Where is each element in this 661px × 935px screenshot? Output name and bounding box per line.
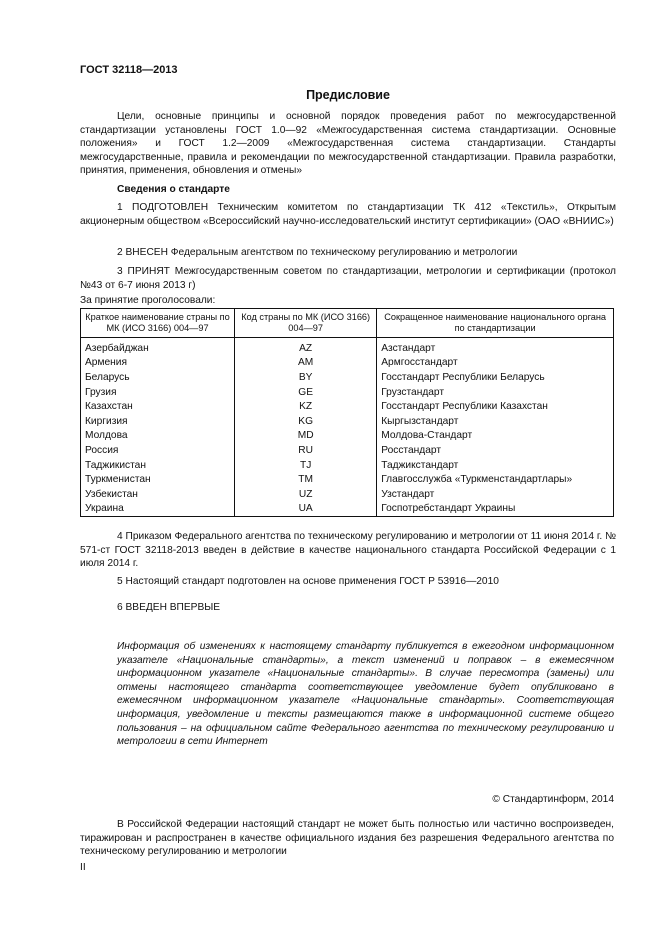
country-cell: Украина xyxy=(81,502,235,517)
header-body: Сокращенное наименование национального органа по стандартизации xyxy=(377,309,614,338)
page-title: Предисловие xyxy=(306,88,390,102)
code-cell: AZ xyxy=(235,338,377,356)
body-cell: Молдова-Стандарт xyxy=(377,429,614,444)
code-cell: MD xyxy=(235,429,377,444)
voting-table xyxy=(80,308,614,517)
country-cell: Беларусь xyxy=(81,370,235,385)
item-3-paragraph: 3 ПРИНЯТ Межгосударственным советом по стандартизации, метрологии и сертификации (протокол №43 от 6-7 июня 2013 г) xyxy=(80,266,616,291)
country-cell: Киргизия xyxy=(81,414,235,429)
table-row xyxy=(81,356,614,371)
body-cell: Росстандарт xyxy=(377,443,614,458)
item-1-paragraph: 1 ПОДГОТОВЛЕН Техническим комитетом по стандартизации ТК 412 «Текстиль», Открытым акционерным обществом «Всероссийский научно-исследовательский институт сертификации» (ОАО «ВНИИС») xyxy=(80,202,616,227)
body-cell: Таджикстандарт xyxy=(377,458,614,473)
table-row xyxy=(81,458,614,473)
country-cell: Казахстан xyxy=(81,399,235,414)
country-cell: Азербайджан xyxy=(81,338,235,356)
changes-info-paragraph: Информация об изменениях к настоящему стандарту публикуется в ежегодном информационном указателе «Национальные стандарты», а текст изменений и поправок – в ежемесячном информационном указателе «Национальные стандарты». В случае пересмотра (замены) или отмены настоящего стандарта соответствующее уведомление будет опубликовано в ежемесячном информационном указателе «Национальные стандарты». Соответствующая информация, уведомление и тексты размещаются также в информационной системе общего пользования – на официальном сайте Федерального агентства по техническому регулированию и метрологии в сети Интернет xyxy=(117,641,614,748)
code-cell: TJ xyxy=(235,458,377,473)
country-cell: Армения xyxy=(81,356,235,371)
item-2-paragraph: 2 ВНЕСЕН Федеральным агентством по техническому регулированию и метрологии xyxy=(117,247,518,258)
body-cell: Грузстандарт xyxy=(377,385,614,400)
table-row xyxy=(81,385,614,400)
country-cell: Туркменистан xyxy=(81,472,235,487)
code-cell: BY xyxy=(235,370,377,385)
country-cell: Таджикистан xyxy=(81,458,235,473)
body-cell: Кыргызстандарт xyxy=(377,414,614,429)
table-row xyxy=(81,338,614,356)
item-4-paragraph: 4 Приказом Федерального агентства по техническому регулированию и метрологии от 11 июня 2014 г. № 571-ст ГОСТ 32118-2013 введен в действие в качестве национального стандарта Российской Федерации с 1 июля 2014 г. xyxy=(80,531,616,570)
table-row xyxy=(81,429,614,444)
code-cell: UZ xyxy=(235,487,377,502)
body-cell: Узстандарт xyxy=(377,487,614,502)
table-row xyxy=(81,399,614,414)
voted-label: За принятие проголосовали: xyxy=(80,295,216,306)
body-cell: Госстандарт Республики Беларусь xyxy=(377,370,614,385)
body-cell: Армгосстандарт xyxy=(377,356,614,371)
item-5-paragraph: 5 Настоящий стандарт подготовлен на основе применения ГОСТ Р 53916—2010 xyxy=(117,576,499,587)
code-cell: GE xyxy=(235,385,377,400)
country-cell: Россия xyxy=(81,443,235,458)
table-row xyxy=(81,370,614,385)
table-row xyxy=(81,443,614,458)
country-cell: Молдова xyxy=(81,429,235,444)
table-header-row xyxy=(81,309,614,338)
table-row xyxy=(81,472,614,487)
copyright-notice: © Стандартинформ, 2014 xyxy=(492,794,614,805)
code-cell: TM xyxy=(235,472,377,487)
reproduction-notice: В Российской Федерации настоящий стандарт не может быть полностью или частично воспроизведен, тиражирован и распространен в качестве официального издания без разрешения Федерального агентства по техническому регулированию и метрологии xyxy=(80,819,614,858)
table-row xyxy=(81,502,614,517)
table-row xyxy=(81,487,614,502)
page-number: II xyxy=(80,862,86,873)
code-cell: KZ xyxy=(235,399,377,414)
country-cell: Узбекистан xyxy=(81,487,235,502)
code-cell: UA xyxy=(235,502,377,517)
item-6-paragraph: 6 ВВЕДЕН ВПЕРВЫЕ xyxy=(117,602,221,613)
body-cell: Госпотребстандарт Украины xyxy=(377,502,614,517)
intro-paragraph: Цели, основные принципы и основной порядок проведения работ по межгосударственной стандартизации установлены ГОСТ 1.0—92 «Межгосударственная система стандартизации. Основные положения» и ГОСТ 1.2—2009 «Межгосударственная система стандартизации. Стандарты межгосударственные, правила и рекомендации по межгосударственной стандартизации. Правила разработки, принятия, применения, обновления и отмены» xyxy=(80,111,616,177)
info-heading: Сведения о стандарте xyxy=(117,184,230,195)
country-cell: Грузия xyxy=(81,385,235,400)
code-cell: KG xyxy=(235,414,377,429)
body-cell: Госстандарт Республики Казахстан xyxy=(377,399,614,414)
body-cell: Азстандарт xyxy=(377,338,614,356)
body-cell: Главгосслужба «Туркменстандартлары» xyxy=(377,472,614,487)
header-country: Краткое наименование страны по МК (ИСО 3166) 004—97 xyxy=(81,309,235,338)
table-row xyxy=(81,414,614,429)
header-code: Код страны по МК (ИСО 3166) 004—97 xyxy=(235,309,377,338)
code-cell: AM xyxy=(235,356,377,371)
document-code: ГОСТ 32118—2013 xyxy=(80,64,178,76)
code-cell: RU xyxy=(235,443,377,458)
